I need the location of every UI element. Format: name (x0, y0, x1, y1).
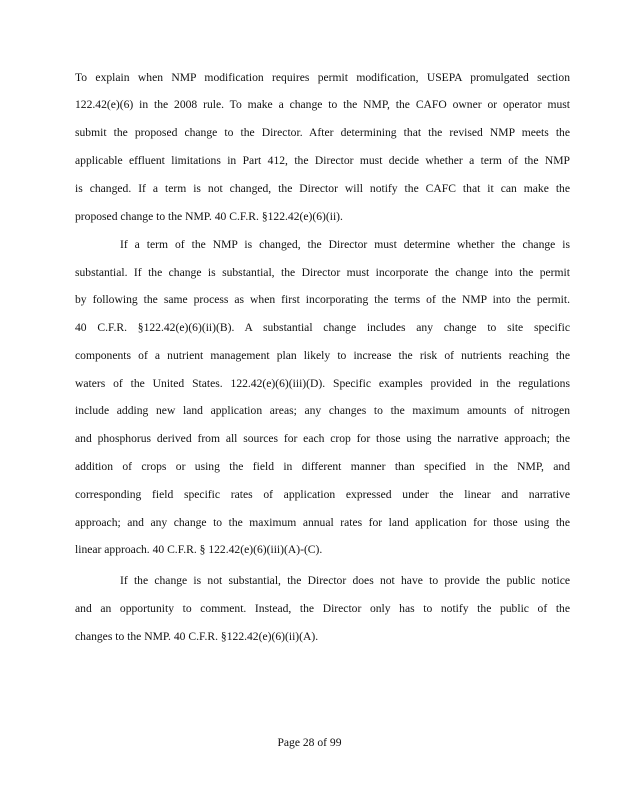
text-line: 122.42(e)(6) in the 2008 rule. To make a change to the NMP, the CAFO owner or operator must (75, 98, 570, 111)
text-line: components of a nutrient management plan likely to increase the risk of nutrients reaching the (75, 349, 570, 362)
text-line: waters of the United States. 122.42(e)(6)(iii)(D). Specific examples provided in the regulations (75, 377, 570, 390)
text-line: proposed change to the NMP. 40 C.F.R. §122.42(e)(6)(ii). (75, 210, 343, 223)
text-line: by following the same process as when first incorporating the terms of the NMP into the permit. (75, 293, 570, 306)
text-line: corresponding field specific rates of application expressed under the linear and narrative (75, 488, 570, 501)
text-line: is changed. If a term is not changed, the Director will notify the CAFC that it can make the (75, 182, 570, 195)
text-line: If the change is not substantial, the Director does not have to provide the public notice (120, 574, 570, 587)
text-line: linear approach. 40 C.F.R. § 122.42(e)(6)(iii)(A)-(C). (75, 543, 323, 556)
text-line: and phosphorus derived from all sources for each crop for those using the narrative approach; the (75, 432, 570, 445)
text-line: If a term of the NMP is changed, the Director must determine whether the change is (120, 238, 570, 251)
text-line: submit the proposed change to the Director. After determining that the revised NMP meets the (75, 126, 570, 139)
text-line: addition of crops or using the field in different manner than specified in the NMP, and (75, 460, 570, 473)
text-line: include adding new land application areas; any changes to the maximum amounts of nitrogen (75, 404, 570, 417)
text-line: and an opportunity to comment. Instead, the Director only has to notify the public of the (75, 602, 570, 615)
text-line: To explain when NMP modification requires permit modification, USEPA promulgated section (75, 71, 570, 84)
page-number: Page 28 of 99 (277, 736, 342, 749)
text-line: 40 C.F.R. §122.42(e)(6)(ii)(B). A substantial change includes any change to site specific (75, 321, 570, 334)
text-line: substantial. If the change is substantial, the Director must incorporate the change into the permit (75, 266, 570, 279)
text-line: approach; and any change to the maximum annual rates for land application for those using the (75, 516, 570, 529)
text-line: applicable effluent limitations in Part 412, the Director must decide whether a term of the NMP (75, 154, 570, 167)
text-line: changes to the NMP. 40 C.F.R. §122.42(e)(6)(ii)(A). (75, 630, 319, 643)
